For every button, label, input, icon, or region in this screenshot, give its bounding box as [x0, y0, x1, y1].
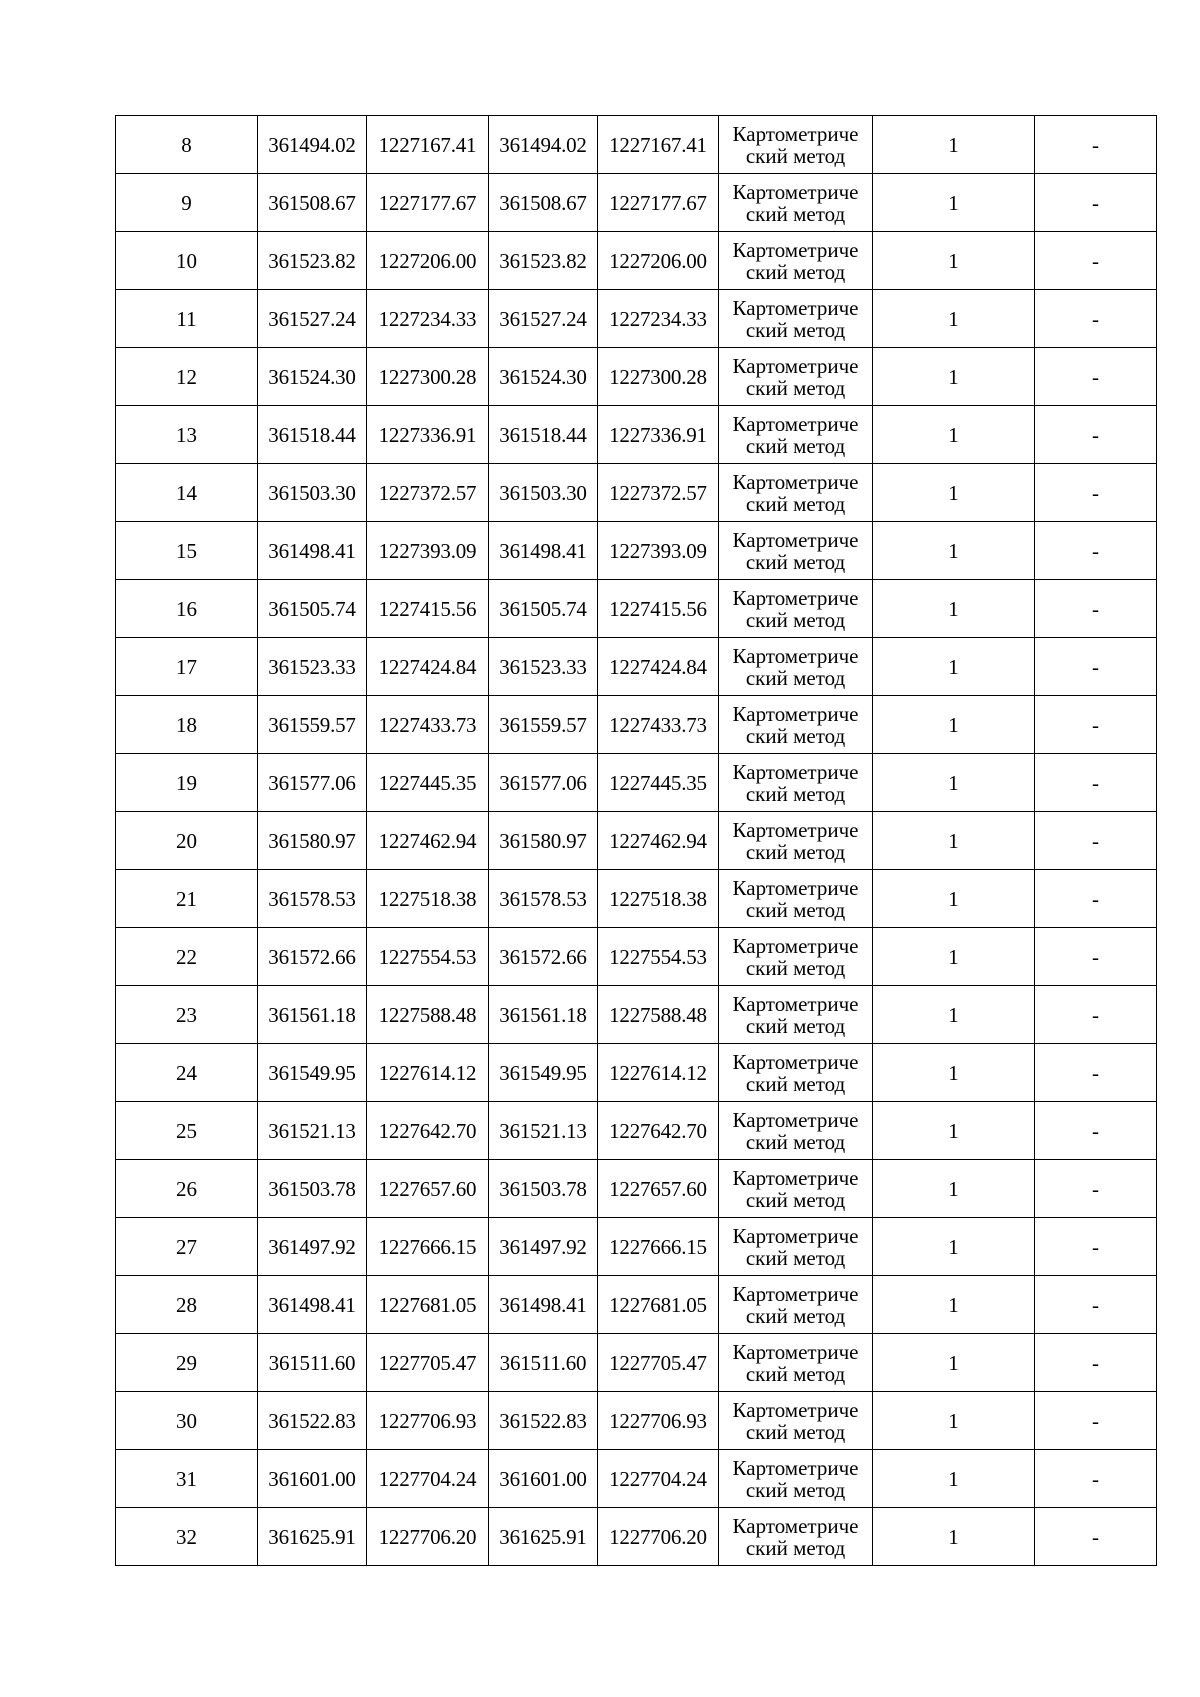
description-cell: -	[1035, 812, 1157, 870]
table-row	[116, 1276, 1157, 1334]
existing-x-cell: 361601.00	[258, 1450, 367, 1508]
refined-y-cell: 1227704.24	[598, 1450, 719, 1508]
refined-y-cell: 1227433.73	[598, 696, 719, 754]
method-line-1: Картометриче	[732, 875, 859, 900]
accuracy-cell: 1	[873, 928, 1035, 986]
refined-y-cell: 1227462.94	[598, 812, 719, 870]
method-cell	[719, 522, 873, 580]
refined-x-cell: 361527.24	[489, 290, 598, 348]
refined-x-cell: 361523.82	[489, 232, 598, 290]
description-cell: -	[1035, 348, 1157, 406]
refined-x-cell: 361494.02	[489, 116, 598, 174]
method-line-1: Картометриче	[732, 1107, 859, 1132]
existing-x-cell: 361577.06	[258, 754, 367, 812]
point-number-cell: 8	[116, 116, 258, 174]
refined-y-cell: 1227614.12	[598, 1044, 719, 1102]
existing-x-cell: 361559.57	[258, 696, 367, 754]
method-line-1: Картометриче	[732, 469, 859, 494]
point-number-cell: 32	[116, 1508, 258, 1566]
description-cell: -	[1035, 1508, 1157, 1566]
method-cell	[719, 1392, 873, 1450]
table-row	[116, 1218, 1157, 1276]
refined-y-cell: 1227705.47	[598, 1334, 719, 1392]
method-line-1: Картометриче	[732, 585, 859, 610]
refined-y-cell: 1227372.57	[598, 464, 719, 522]
refined-x-cell: 361508.67	[489, 174, 598, 232]
accuracy-cell: 1	[873, 696, 1035, 754]
existing-y-cell: 1227706.93	[367, 1392, 489, 1450]
method-line-2: ский метод	[745, 1245, 846, 1270]
method-cell	[719, 1450, 873, 1508]
point-number-cell: 28	[116, 1276, 258, 1334]
method-cell	[719, 870, 873, 928]
existing-y-cell: 1227300.28	[367, 348, 489, 406]
existing-y-cell: 1227614.12	[367, 1044, 489, 1102]
point-number-cell: 17	[116, 638, 258, 696]
accuracy-cell: 1	[873, 1102, 1035, 1160]
description-cell: -	[1035, 522, 1157, 580]
accuracy-cell: 1	[873, 870, 1035, 928]
method-line-1: Картометриче	[732, 411, 859, 436]
method-line-2: ский метод	[745, 1419, 846, 1444]
method-line-2: ский метод	[745, 1303, 846, 1328]
description-cell: -	[1035, 174, 1157, 232]
accuracy-cell: 1	[873, 1334, 1035, 1392]
table-row	[116, 1102, 1157, 1160]
refined-y-cell: 1227588.48	[598, 986, 719, 1044]
refined-x-cell: 361503.30	[489, 464, 598, 522]
existing-y-cell: 1227424.84	[367, 638, 489, 696]
table-row	[116, 522, 1157, 580]
table-row	[116, 986, 1157, 1044]
table-row	[116, 928, 1157, 986]
existing-y-cell: 1227706.20	[367, 1508, 489, 1566]
existing-x-cell: 361572.66	[258, 928, 367, 986]
point-number-cell: 24	[116, 1044, 258, 1102]
method-line-1: Картометриче	[732, 643, 859, 668]
description-cell: -	[1035, 290, 1157, 348]
refined-x-cell: 361572.66	[489, 928, 598, 986]
description-cell: -	[1035, 1044, 1157, 1102]
description-cell: -	[1035, 870, 1157, 928]
existing-x-cell: 361578.53	[258, 870, 367, 928]
method-line-2: ский метод	[745, 143, 846, 168]
table-row	[116, 174, 1157, 232]
method-line-2: ский метод	[745, 781, 846, 806]
refined-x-cell: 361497.92	[489, 1218, 598, 1276]
method-cell	[719, 812, 873, 870]
method-cell	[719, 1102, 873, 1160]
refined-y-cell: 1227518.38	[598, 870, 719, 928]
accuracy-cell: 1	[873, 1044, 1035, 1102]
refined-y-cell: 1227336.91	[598, 406, 719, 464]
existing-y-cell: 1227666.15	[367, 1218, 489, 1276]
point-number-cell: 21	[116, 870, 258, 928]
existing-y-cell: 1227588.48	[367, 986, 489, 1044]
existing-x-cell: 361518.44	[258, 406, 367, 464]
existing-x-cell: 361625.91	[258, 1508, 367, 1566]
refined-y-cell: 1227642.70	[598, 1102, 719, 1160]
method-line-1: Картометриче	[732, 1049, 859, 1074]
method-line-2: ский метод	[745, 1535, 846, 1560]
refined-x-cell: 361601.00	[489, 1450, 598, 1508]
accuracy-cell: 1	[873, 174, 1035, 232]
existing-x-cell: 361580.97	[258, 812, 367, 870]
point-number-cell: 26	[116, 1160, 258, 1218]
method-line-2: ский метод	[745, 1361, 846, 1386]
existing-y-cell: 1227177.67	[367, 174, 489, 232]
method-cell	[719, 1334, 873, 1392]
method-line-1: Картометриче	[732, 933, 859, 958]
table-row	[116, 1160, 1157, 1218]
accuracy-cell: 1	[873, 1450, 1035, 1508]
point-number-cell: 20	[116, 812, 258, 870]
table-row	[116, 1334, 1157, 1392]
method-line-2: ский метод	[745, 665, 846, 690]
table-row	[116, 232, 1157, 290]
method-cell	[719, 638, 873, 696]
accuracy-cell: 1	[873, 1276, 1035, 1334]
method-cell	[719, 116, 873, 174]
refined-x-cell: 361561.18	[489, 986, 598, 1044]
point-number-cell: 30	[116, 1392, 258, 1450]
accuracy-cell: 1	[873, 1160, 1035, 1218]
description-cell: -	[1035, 928, 1157, 986]
existing-x-cell: 361522.83	[258, 1392, 367, 1450]
point-number-cell: 15	[116, 522, 258, 580]
existing-y-cell: 1227393.09	[367, 522, 489, 580]
accuracy-cell: 1	[873, 986, 1035, 1044]
accuracy-cell: 1	[873, 638, 1035, 696]
table-row	[116, 1450, 1157, 1508]
accuracy-cell: 1	[873, 348, 1035, 406]
existing-x-cell: 361505.74	[258, 580, 367, 638]
method-cell	[719, 1044, 873, 1102]
existing-x-cell: 361498.41	[258, 1276, 367, 1334]
existing-x-cell: 361524.30	[258, 348, 367, 406]
method-line-1: Картометриче	[732, 1455, 859, 1480]
refined-x-cell: 361498.41	[489, 1276, 598, 1334]
table-row	[116, 1392, 1157, 1450]
existing-y-cell: 1227554.53	[367, 928, 489, 986]
method-cell	[719, 290, 873, 348]
description-cell: -	[1035, 1276, 1157, 1334]
method-line-2: ский метод	[745, 897, 846, 922]
table-row	[116, 638, 1157, 696]
existing-x-cell: 361503.78	[258, 1160, 367, 1218]
point-number-cell: 11	[116, 290, 258, 348]
existing-x-cell: 361511.60	[258, 1334, 367, 1392]
table-row	[116, 696, 1157, 754]
point-number-cell: 29	[116, 1334, 258, 1392]
existing-y-cell: 1227642.70	[367, 1102, 489, 1160]
accuracy-cell: 1	[873, 1218, 1035, 1276]
method-line-1: Картометриче	[732, 817, 859, 842]
point-number-cell: 22	[116, 928, 258, 986]
method-line-2: ский метод	[745, 1477, 846, 1502]
method-line-2: ский метод	[745, 491, 846, 516]
accuracy-cell: 1	[873, 116, 1035, 174]
method-line-1: Картометриче	[732, 295, 859, 320]
method-line-1: Картометриче	[732, 179, 859, 204]
existing-x-cell: 361523.82	[258, 232, 367, 290]
refined-y-cell: 1227554.53	[598, 928, 719, 986]
point-number-cell: 27	[116, 1218, 258, 1276]
refined-x-cell: 361578.53	[489, 870, 598, 928]
method-line-1: Картометриче	[732, 1281, 859, 1306]
refined-y-cell: 1227234.33	[598, 290, 719, 348]
existing-y-cell: 1227462.94	[367, 812, 489, 870]
method-line-2: ский метод	[745, 549, 846, 574]
method-line-2: ский метод	[745, 723, 846, 748]
description-cell: -	[1035, 116, 1157, 174]
table-row	[116, 1508, 1157, 1566]
existing-y-cell: 1227336.91	[367, 406, 489, 464]
description-cell: -	[1035, 1450, 1157, 1508]
existing-x-cell: 361521.13	[258, 1102, 367, 1160]
refined-y-cell: 1227415.56	[598, 580, 719, 638]
table-row	[116, 406, 1157, 464]
refined-y-cell: 1227706.20	[598, 1508, 719, 1566]
description-cell: -	[1035, 1334, 1157, 1392]
refined-x-cell: 361524.30	[489, 348, 598, 406]
existing-y-cell: 1227372.57	[367, 464, 489, 522]
refined-x-cell: 361577.06	[489, 754, 598, 812]
method-cell	[719, 464, 873, 522]
point-number-cell: 19	[116, 754, 258, 812]
existing-y-cell: 1227657.60	[367, 1160, 489, 1218]
refined-x-cell: 361523.33	[489, 638, 598, 696]
existing-y-cell: 1227445.35	[367, 754, 489, 812]
description-cell: -	[1035, 1102, 1157, 1160]
refined-y-cell: 1227666.15	[598, 1218, 719, 1276]
method-line-2: ский метод	[745, 433, 846, 458]
method-line-1: Картометриче	[732, 1513, 859, 1538]
refined-x-cell: 361505.74	[489, 580, 598, 638]
description-cell: -	[1035, 638, 1157, 696]
refined-x-cell: 361580.97	[489, 812, 598, 870]
refined-x-cell: 361549.95	[489, 1044, 598, 1102]
accuracy-cell: 1	[873, 754, 1035, 812]
method-cell	[719, 1160, 873, 1218]
accuracy-cell: 1	[873, 1508, 1035, 1566]
refined-x-cell: 361511.60	[489, 1334, 598, 1392]
accuracy-cell: 1	[873, 580, 1035, 638]
existing-x-cell: 361523.33	[258, 638, 367, 696]
existing-y-cell: 1227704.24	[367, 1450, 489, 1508]
table-row	[116, 812, 1157, 870]
method-cell	[719, 928, 873, 986]
existing-x-cell: 361549.95	[258, 1044, 367, 1102]
existing-y-cell: 1227167.41	[367, 116, 489, 174]
method-line-1: Картометриче	[732, 121, 859, 146]
existing-x-cell: 361497.92	[258, 1218, 367, 1276]
accuracy-cell: 1	[873, 522, 1035, 580]
method-line-2: ский метод	[745, 1013, 846, 1038]
point-number-cell: 10	[116, 232, 258, 290]
method-cell	[719, 696, 873, 754]
description-cell: -	[1035, 696, 1157, 754]
coordinates-table	[115, 115, 1157, 1566]
description-cell: -	[1035, 232, 1157, 290]
method-cell	[719, 1276, 873, 1334]
method-cell	[719, 1508, 873, 1566]
accuracy-cell: 1	[873, 464, 1035, 522]
method-line-2: ский метод	[745, 955, 846, 980]
accuracy-cell: 1	[873, 406, 1035, 464]
method-line-1: Картометриче	[732, 759, 859, 784]
method-line-1: Картометриче	[732, 991, 859, 1016]
refined-y-cell: 1227424.84	[598, 638, 719, 696]
description-cell: -	[1035, 754, 1157, 812]
table-row	[116, 870, 1157, 928]
method-line-2: ский метод	[745, 1187, 846, 1212]
refined-y-cell: 1227206.00	[598, 232, 719, 290]
method-line-2: ский метод	[745, 375, 846, 400]
point-number-cell: 16	[116, 580, 258, 638]
accuracy-cell: 1	[873, 1392, 1035, 1450]
table-body	[116, 116, 1157, 1566]
existing-y-cell: 1227518.38	[367, 870, 489, 928]
table-row	[116, 116, 1157, 174]
accuracy-cell: 1	[873, 812, 1035, 870]
existing-x-cell: 361527.24	[258, 290, 367, 348]
method-line-1: Картометриче	[732, 701, 859, 726]
refined-y-cell: 1227300.28	[598, 348, 719, 406]
existing-y-cell: 1227705.47	[367, 1334, 489, 1392]
table-row	[116, 580, 1157, 638]
point-number-cell: 25	[116, 1102, 258, 1160]
existing-x-cell: 361498.41	[258, 522, 367, 580]
point-number-cell: 9	[116, 174, 258, 232]
refined-x-cell: 361625.91	[489, 1508, 598, 1566]
method-line-2: ский метод	[745, 607, 846, 632]
existing-y-cell: 1227206.00	[367, 232, 489, 290]
description-cell: -	[1035, 464, 1157, 522]
method-line-1: Картометриче	[732, 1223, 859, 1248]
table-row	[116, 290, 1157, 348]
accuracy-cell: 1	[873, 290, 1035, 348]
method-line-1: Картометриче	[732, 527, 859, 552]
table-row	[116, 754, 1157, 812]
method-line-1: Картометриче	[732, 1397, 859, 1422]
method-line-1: Картометриче	[732, 1165, 859, 1190]
refined-y-cell: 1227177.67	[598, 174, 719, 232]
refined-y-cell: 1227167.41	[598, 116, 719, 174]
refined-y-cell: 1227657.60	[598, 1160, 719, 1218]
method-cell	[719, 1218, 873, 1276]
point-number-cell: 23	[116, 986, 258, 1044]
existing-x-cell: 361508.67	[258, 174, 367, 232]
description-cell: -	[1035, 580, 1157, 638]
refined-x-cell: 361503.78	[489, 1160, 598, 1218]
refined-x-cell: 361518.44	[489, 406, 598, 464]
method-cell	[719, 174, 873, 232]
refined-x-cell: 361498.41	[489, 522, 598, 580]
method-line-1: Картометриче	[732, 1339, 859, 1364]
existing-x-cell: 361494.02	[258, 116, 367, 174]
point-number-cell: 31	[116, 1450, 258, 1508]
method-cell	[719, 348, 873, 406]
description-cell: -	[1035, 1218, 1157, 1276]
point-number-cell: 14	[116, 464, 258, 522]
refined-x-cell: 361559.57	[489, 696, 598, 754]
refined-x-cell: 361521.13	[489, 1102, 598, 1160]
point-number-cell: 12	[116, 348, 258, 406]
method-cell	[719, 754, 873, 812]
method-line-2: ский метод	[745, 1129, 846, 1154]
existing-x-cell: 361561.18	[258, 986, 367, 1044]
existing-x-cell: 361503.30	[258, 464, 367, 522]
refined-y-cell: 1227445.35	[598, 754, 719, 812]
method-line-1: Картометриче	[732, 237, 859, 262]
method-line-2: ский метод	[745, 201, 846, 226]
point-number-cell: 13	[116, 406, 258, 464]
method-cell	[719, 406, 873, 464]
existing-y-cell: 1227681.05	[367, 1276, 489, 1334]
method-cell	[719, 986, 873, 1044]
method-cell	[719, 580, 873, 638]
refined-y-cell: 1227393.09	[598, 522, 719, 580]
description-cell: -	[1035, 406, 1157, 464]
table-row	[116, 348, 1157, 406]
table-row	[116, 1044, 1157, 1102]
description-cell: -	[1035, 1160, 1157, 1218]
existing-y-cell: 1227415.56	[367, 580, 489, 638]
refined-y-cell: 1227706.93	[598, 1392, 719, 1450]
method-line-2: ский метод	[745, 839, 846, 864]
description-cell: -	[1035, 1392, 1157, 1450]
method-cell	[719, 232, 873, 290]
method-line-2: ский метод	[745, 317, 846, 342]
method-line-2: ский метод	[745, 1071, 846, 1096]
method-line-2: ский метод	[745, 259, 846, 284]
existing-y-cell: 1227234.33	[367, 290, 489, 348]
refined-x-cell: 361522.83	[489, 1392, 598, 1450]
point-number-cell: 18	[116, 696, 258, 754]
refined-y-cell: 1227681.05	[598, 1276, 719, 1334]
accuracy-cell: 1	[873, 232, 1035, 290]
table-row	[116, 464, 1157, 522]
existing-y-cell: 1227433.73	[367, 696, 489, 754]
method-line-1: Картометриче	[732, 353, 859, 378]
description-cell: -	[1035, 986, 1157, 1044]
